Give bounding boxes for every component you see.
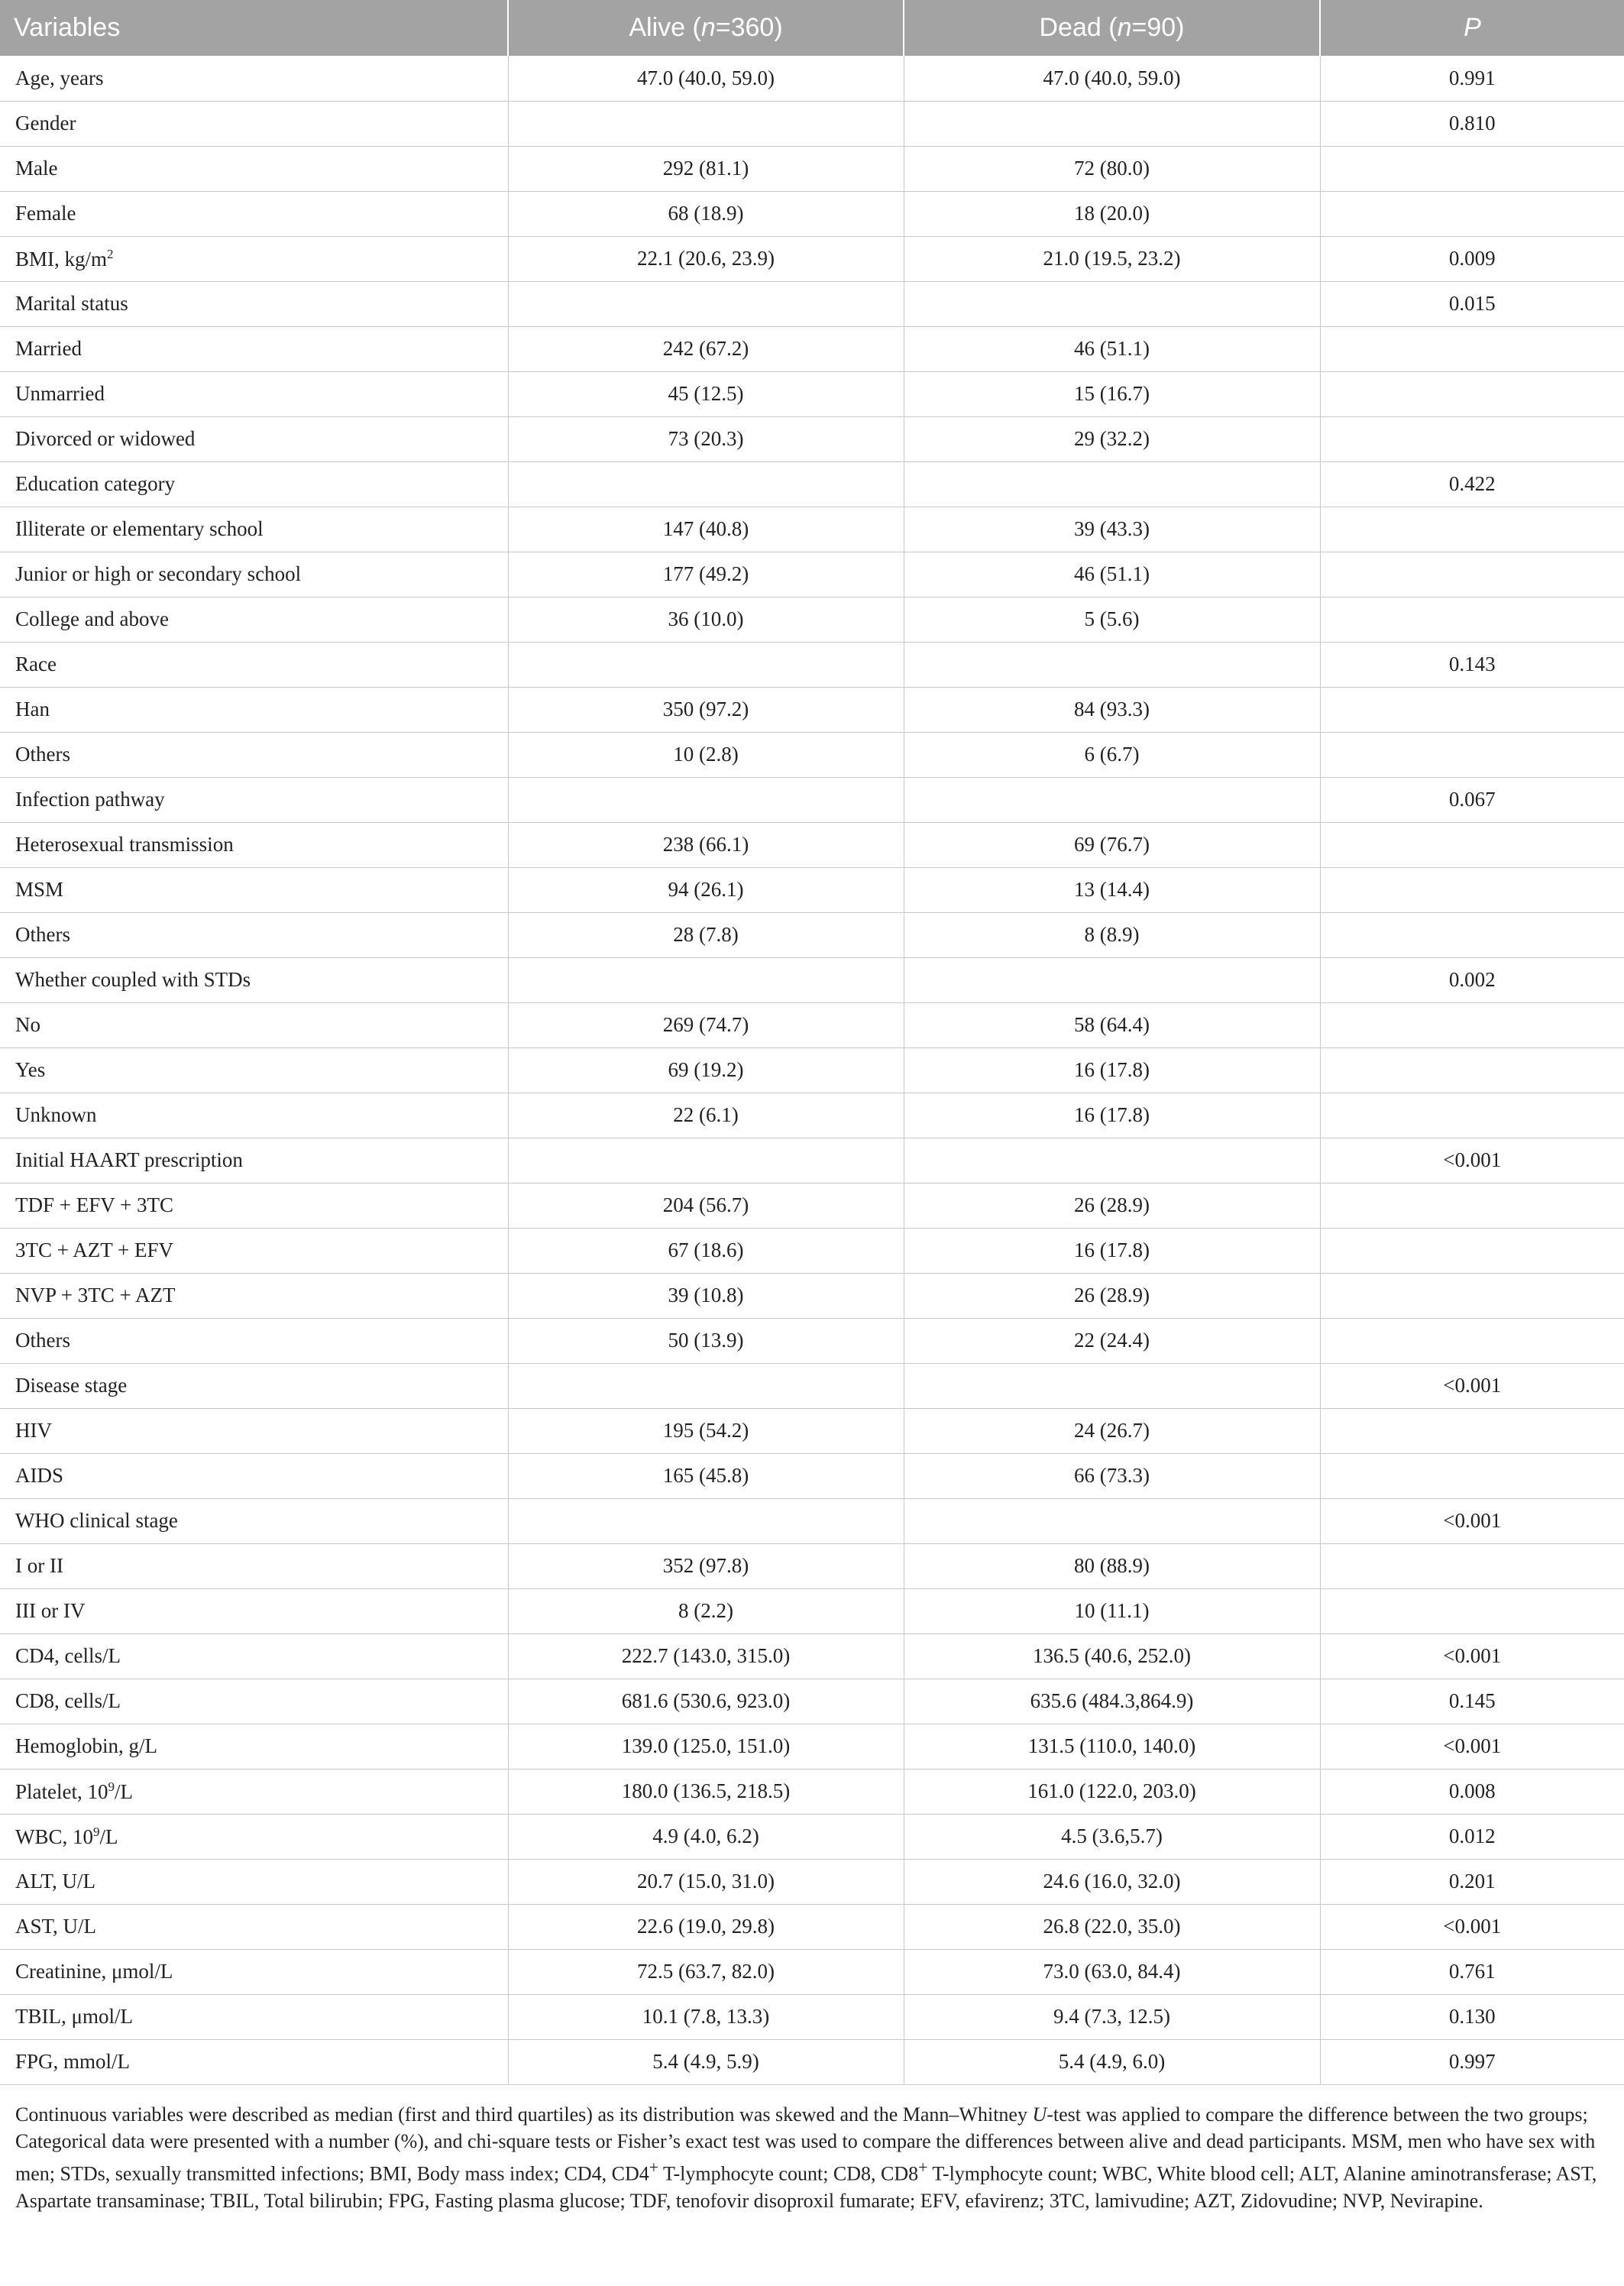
cell-dead [904,777,1320,822]
cell-variable [0,1093,508,1138]
cell-p-value: 0.145 [1320,1679,1624,1724]
cell-p-value [1320,1093,1624,1138]
variable-label: Disease stage [15,1374,128,1397]
cell-alive: 350 (97.2) [508,687,904,732]
cell-dead: 66 (73.3) [904,1453,1320,1498]
table-row [0,1228,1624,1273]
cell-alive [508,642,904,687]
cell-dead [904,1363,1320,1408]
cell-dead: 9.4 (7.3, 12.5) [904,1994,1320,2039]
cell-variable [0,1273,508,1318]
cell-p-value [1320,326,1624,371]
cell-p-value [1320,507,1624,552]
cell-p-value: 0.761 [1320,1949,1624,1994]
cell-variable [0,1363,508,1408]
cell-alive [508,1363,904,1408]
variable-label: Male [15,157,58,180]
variable-superscript: 9 [108,1779,115,1794]
table-row [0,236,1624,281]
cell-variable [0,1814,508,1859]
table-row [0,822,1624,867]
cell-alive [508,957,904,1002]
variable-label: Platelet, 10 [15,1779,108,1803]
cell-dead: 15 (16.7) [904,371,1320,416]
cell-variable [0,1228,508,1273]
table-row [0,1543,1624,1588]
cell-alive: 269 (74.7) [508,1002,904,1047]
cell-dead: 161.0 (122.0, 203.0) [904,1769,1320,1814]
cell-p-value: 0.009 [1320,236,1624,281]
variable-label: Age, years [15,66,104,89]
cell-dead [904,1498,1320,1543]
cell-p-value [1320,371,1624,416]
cell-variable [0,1724,508,1769]
cell-dead: 136.5 (40.6, 252.0) [904,1634,1320,1679]
cell-dead: 58 (64.4) [904,1002,1320,1047]
cell-variable [0,191,508,236]
cell-dead: 16 (17.8) [904,1228,1320,1273]
cell-alive: 147 (40.8) [508,507,904,552]
cell-variable [0,1002,508,1047]
cell-dead: 72 (80.0) [904,146,1320,191]
header-alive [508,0,904,56]
cell-variable [0,1543,508,1588]
cell-variable [0,822,508,867]
variable-superscript: 9 [93,1824,100,1839]
table-row [0,1273,1624,1318]
cell-alive [508,461,904,507]
cell-alive: 45 (12.5) [508,371,904,416]
table-row [0,1183,1624,1228]
variable-label: Infection pathway [15,788,165,811]
table-row [0,597,1624,642]
footnote-part4: T-lymphocyte count; WBC, White blood cell; ALT, Alanine aminotransferase; AST, Aspartate transaminase; TBIL, Total bilirubin; FPG, Fasting plasma glucose; TDF, tenofovir disoproxil fumarate; EFV, efavirenz; 3TC, lamivudine; AZT, Zidovudine; NVP, Nevirapine. [15,2162,1597,2212]
cell-p-value [1320,1453,1624,1498]
cell-p-value [1320,687,1624,732]
cell-variable [0,101,508,146]
variable-label: TDF + EFV + 3TC [15,1193,173,1216]
header-dead-suffix: =90) [1131,13,1185,42]
cell-dead: 5 (5.6) [904,597,1320,642]
table-row [0,1769,1624,1814]
cell-p-value: <0.001 [1320,1498,1624,1543]
cell-alive: 20.7 (15.0, 31.0) [508,1859,904,1904]
cell-dead [904,642,1320,687]
variable-label: Married [15,337,82,360]
cell-dead: 46 (51.1) [904,552,1320,597]
table-row [0,2039,1624,2084]
cell-dead: 80 (88.9) [904,1543,1320,1588]
cell-alive: 681.6 (530.6, 923.0) [508,1679,904,1724]
cell-variable [0,326,508,371]
table-footnote [15,2101,1604,2214]
cell-p-value [1320,416,1624,461]
cell-alive: 204 (56.7) [508,1183,904,1228]
cell-dead: 24.6 (16.0, 32.0) [904,1859,1320,1904]
cell-dead: 635.6 (484.3,864.9) [904,1679,1320,1724]
variable-label: Han [15,698,50,720]
cell-dead: 6 (6.7) [904,732,1320,777]
cell-variable [0,507,508,552]
cell-p-value [1320,1273,1624,1318]
cell-dead: 84 (93.3) [904,687,1320,732]
footnote-part3: T-lymphocyte count; CD8, CD8 [658,2162,919,2185]
cell-alive: 73 (20.3) [508,416,904,461]
cell-alive: 72.5 (63.7, 82.0) [508,1949,904,1994]
cell-dead: 131.5 (110.0, 140.0) [904,1724,1320,1769]
cell-dead: 26 (28.9) [904,1273,1320,1318]
footnote-cd4-sup: + [649,2158,658,2177]
variable-label: NVP + 3TC + AZT [15,1284,176,1307]
variable-label: Others [15,923,70,946]
header-dead-prefix: Dead ( [1039,13,1118,42]
cell-variable [0,597,508,642]
variable-label: 3TC + AZT + EFV [15,1239,173,1261]
cell-p-value: <0.001 [1320,1138,1624,1183]
cell-variable [0,2039,508,2084]
table-row [0,957,1624,1002]
table-row [0,777,1624,822]
cell-variable [0,56,508,101]
cell-dead: 69 (76.7) [904,822,1320,867]
cell-alive: 10.1 (7.8, 13.3) [508,1994,904,2039]
cell-p-value [1320,146,1624,191]
cell-dead: 47.0 (40.0, 59.0) [904,56,1320,101]
variable-label: CD4, cells/L [15,1644,121,1667]
cell-alive: 69 (19.2) [508,1047,904,1093]
cell-dead: 16 (17.8) [904,1093,1320,1138]
cell-alive: 165 (45.8) [508,1453,904,1498]
variable-label: Whether coupled with STDs [15,968,251,991]
cell-variable [0,1047,508,1093]
table-row [0,416,1624,461]
cell-alive: 195 (54.2) [508,1408,904,1453]
cell-p-value: 0.002 [1320,957,1624,1002]
variable-label: Junior or high or secondary school [15,562,302,585]
variable-label: Creatinine, μmol/L [15,1960,173,1983]
cell-alive [508,101,904,146]
cell-p-value [1320,822,1624,867]
variable-label: Gender [15,112,76,134]
cell-dead: 26.8 (22.0, 35.0) [904,1904,1320,1949]
variable-label: Initial HAART prescription [15,1148,243,1171]
cell-alive: 94 (26.1) [508,867,904,912]
variable-label: BMI, kg/m [15,247,108,270]
table-row [0,642,1624,687]
cell-dead: 16 (17.8) [904,1047,1320,1093]
cell-variable [0,1498,508,1543]
cell-dead: 29 (32.2) [904,416,1320,461]
cell-variable [0,281,508,326]
cell-dead [904,101,1320,146]
cell-alive [508,1498,904,1543]
cell-variable [0,1634,508,1679]
table-row [0,552,1624,597]
variable-label: FPG, mmol/L [15,2050,131,2073]
cell-dead: 22 (24.4) [904,1318,1320,1363]
table-row [0,281,1624,326]
cell-p-value: 0.130 [1320,1994,1624,2039]
cell-alive [508,281,904,326]
cell-alive: 177 (49.2) [508,552,904,597]
variable-label: Marital status [15,292,128,315]
cell-p-value [1320,867,1624,912]
table-row [0,1679,1624,1724]
cell-alive: 50 (13.9) [508,1318,904,1363]
cell-variable [0,1769,508,1814]
cell-alive: 68 (18.9) [508,191,904,236]
cell-variable [0,912,508,957]
header-alive-n: n [700,13,716,42]
footnote-part1: Continuous variables were described as median (first and third quartiles) as its distribution was skewed and the Mann–Whitney [15,2103,1033,2126]
table-row [0,912,1624,957]
cell-p-value: 0.067 [1320,777,1624,822]
table-row [0,507,1624,552]
variable-label: Education category [15,472,176,495]
variable-label: AIDS [15,1464,64,1487]
cell-dead [904,1138,1320,1183]
table-row [0,326,1624,371]
variable-label: Unknown [15,1103,97,1126]
cell-p-value: 0.143 [1320,642,1624,687]
variable-label: College and above [15,607,169,630]
header-p-label: P [1464,13,1481,42]
cell-alive: 352 (97.8) [508,1543,904,1588]
table-row [0,1138,1624,1183]
cell-variable [0,1453,508,1498]
cell-variable [0,1138,508,1183]
table-row [0,687,1624,732]
cell-variable [0,1183,508,1228]
table-row [0,1634,1624,1679]
variable-label-unit: /L [99,1825,118,1848]
cell-variable [0,461,508,507]
variable-label: III or IV [15,1599,86,1622]
cell-p-value: 0.991 [1320,56,1624,101]
cell-p-value [1320,732,1624,777]
cell-variable [0,1994,508,2039]
cell-alive: 139.0 (125.0, 151.0) [508,1724,904,1769]
variable-label: CD8, cells/L [15,1689,121,1712]
table-row [0,732,1624,777]
header-dead [904,0,1320,56]
table-row [0,191,1624,236]
cell-alive: 67 (18.6) [508,1228,904,1273]
cell-alive: 22.1 (20.6, 23.9) [508,236,904,281]
cell-alive: 242 (67.2) [508,326,904,371]
cell-p-value [1320,1318,1624,1363]
variable-label: WHO clinical stage [15,1509,178,1532]
cell-dead [904,461,1320,507]
table-row [0,1588,1624,1634]
variable-label: Yes [15,1058,46,1081]
cell-variable [0,1859,508,1904]
cell-p-value [1320,1588,1624,1634]
table-row [0,461,1624,507]
table-header [0,0,1624,56]
cell-dead: 5.4 (4.9, 6.0) [904,2039,1320,2084]
variable-label: Unmarried [15,382,105,405]
cell-dead [904,281,1320,326]
variable-label: I or II [15,1554,63,1577]
cell-alive: 36 (10.0) [508,597,904,642]
cell-variable [0,1679,508,1724]
cell-p-value: 0.422 [1320,461,1624,507]
cell-variable [0,236,508,281]
cell-alive: 10 (2.8) [508,732,904,777]
cell-dead: 8 (8.9) [904,912,1320,957]
table-row [0,1047,1624,1093]
cell-p-value: 0.008 [1320,1769,1624,1814]
cell-p-value [1320,1183,1624,1228]
cell-p-value [1320,1047,1624,1093]
variable-label: TBIL, μmol/L [15,2005,133,2028]
cell-alive: 180.0 (136.5, 218.5) [508,1769,904,1814]
cell-alive: 28 (7.8) [508,912,904,957]
cell-alive: 222.7 (143.0, 315.0) [508,1634,904,1679]
header-variables: Variables [0,0,508,56]
cell-alive [508,777,904,822]
cell-variable [0,371,508,416]
cell-p-value [1320,1002,1624,1047]
cell-p-value: <0.001 [1320,1904,1624,1949]
footnote-u-letter: U [1032,2103,1047,2126]
cell-dead: 18 (20.0) [904,191,1320,236]
table-row [0,1814,1624,1859]
variable-label: No [15,1013,40,1036]
variable-label: Female [15,202,76,225]
cell-alive: 47.0 (40.0, 59.0) [508,56,904,101]
cell-p-value: 0.810 [1320,101,1624,146]
cell-dead: 10 (11.1) [904,1588,1320,1634]
header-alive-prefix: Alive ( [629,13,701,42]
cell-p-value [1320,191,1624,236]
cell-alive: 292 (81.1) [508,146,904,191]
cell-dead: 24 (26.7) [904,1408,1320,1453]
table-row [0,1498,1624,1543]
cell-dead: 21.0 (19.5, 23.2) [904,236,1320,281]
variable-label: Divorced or widowed [15,427,196,450]
cell-p-value [1320,552,1624,597]
cell-alive: 5.4 (4.9, 5.9) [508,2039,904,2084]
footnote-cd8-sup: + [918,2158,928,2177]
table-row [0,867,1624,912]
cell-p-value [1320,1543,1624,1588]
table-row [0,1904,1624,1949]
cell-alive [508,1138,904,1183]
variable-label: Others [15,1329,70,1352]
cell-dead: 4.5 (3.6,5.7) [904,1814,1320,1859]
cell-p-value: <0.001 [1320,1724,1624,1769]
cell-dead: 13 (14.4) [904,867,1320,912]
cell-p-value [1320,597,1624,642]
table-row [0,1363,1624,1408]
cell-alive: 22.6 (19.0, 29.8) [508,1904,904,1949]
table-row [0,101,1624,146]
footnote-part2: -test was applied to compare the difference between the two groups; Categorical data were presented with a number (%), and chi-square tests or Fisher’s exact test was used to compare the differences between alive and dead participants. MSM, men who have sex with men; STDs, sexually transmitted infections; BMI, Body mass index; CD4, CD4 [15,2103,1596,2185]
table-row [0,1859,1624,1904]
cell-dead: 73.0 (63.0, 84.4) [904,1949,1320,1994]
variable-superscript: 2 [107,246,114,261]
header-alive-suffix: =360) [715,13,783,42]
cell-p-value: 0.997 [1320,2039,1624,2084]
table-row [0,1949,1624,1994]
variable-label: AST, U/L [15,1915,96,1938]
header-p-value [1320,0,1624,56]
cell-variable [0,732,508,777]
table-row [0,1453,1624,1498]
cell-p-value: 0.201 [1320,1859,1624,1904]
table-row [0,56,1624,101]
cell-p-value: <0.001 [1320,1634,1624,1679]
cell-variable [0,1318,508,1363]
cell-p-value [1320,1228,1624,1273]
table-row [0,1408,1624,1453]
variable-label: Race [15,652,57,675]
table-row [0,1002,1624,1047]
cell-alive: 4.9 (4.0, 6.2) [508,1814,904,1859]
variable-label: HIV [15,1419,52,1442]
cell-dead: 39 (43.3) [904,507,1320,552]
cell-p-value: 0.012 [1320,1814,1624,1859]
variable-label-unit: /L [114,1779,133,1803]
variable-label: Hemoglobin, g/L [15,1734,157,1757]
variable-label: WBC, 10 [15,1825,94,1848]
table-row [0,146,1624,191]
cell-alive: 8 (2.2) [508,1588,904,1634]
cell-variable [0,687,508,732]
table-body [0,56,1624,2084]
cell-variable [0,777,508,822]
table-row [0,1093,1624,1138]
cell-variable [0,416,508,461]
cell-p-value: <0.001 [1320,1363,1624,1408]
cell-dead: 46 (51.1) [904,326,1320,371]
cell-variable [0,642,508,687]
cell-variable [0,146,508,191]
cell-alive: 39 (10.8) [508,1273,904,1318]
cell-alive: 22 (6.1) [508,1093,904,1138]
table-row [0,371,1624,416]
variable-label: ALT, U/L [15,1870,95,1893]
cell-variable [0,1949,508,1994]
cell-variable [0,867,508,912]
cell-dead: 26 (28.9) [904,1183,1320,1228]
cell-alive: 238 (66.1) [508,822,904,867]
variable-label: MSM [15,878,64,901]
cell-p-value [1320,1408,1624,1453]
cell-variable [0,1408,508,1453]
table-row [0,1318,1624,1363]
cell-variable [0,1588,508,1634]
cell-variable [0,957,508,1002]
cell-variable [0,1904,508,1949]
header-row [0,0,1624,56]
cell-p-value [1320,912,1624,957]
table-row [0,1994,1624,2039]
variable-label: Heterosexual transmission [15,833,234,856]
cell-p-value: 0.015 [1320,281,1624,326]
cell-dead [904,957,1320,1002]
variable-label: Others [15,743,70,766]
cell-variable [0,552,508,597]
table-row [0,1724,1624,1769]
variable-label: Illiterate or elementary school [15,517,264,540]
header-dead-n: n [1117,13,1132,42]
